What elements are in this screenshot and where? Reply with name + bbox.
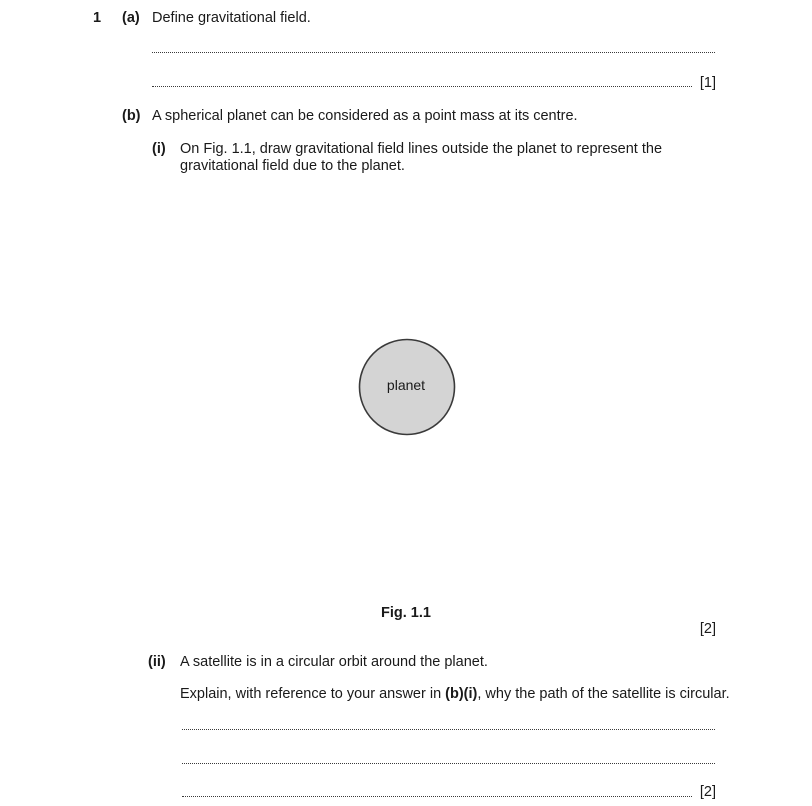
marks-part-b-i: [2] [699, 621, 716, 637]
part-b-i-instruction: On Fig. 1.1, draw gravitational field lines outside the planet to represent the gravitational field due to the planet. [180, 141, 663, 174]
part-b-ii-statement: A satellite is in a circular orbit around the planet. [180, 654, 488, 670]
answer-line-a-2[interactable] [152, 86, 692, 87]
part-a-label: (a) [122, 10, 140, 26]
part-b-i-label: (i) [152, 141, 166, 157]
answer-line-b-ii-2[interactable] [182, 763, 715, 764]
part-b-label: (b) [122, 108, 141, 124]
part-b-ii-explain-prompt [180, 686, 730, 702]
figure-1-1[interactable] [352, 332, 462, 442]
planet-label: planet [386, 377, 426, 393]
answer-line-b-ii-1[interactable] [182, 729, 715, 730]
explain-prefix: Explain, with reference to your answer in [180, 686, 446, 702]
marks-part-b-ii: [2] [699, 784, 716, 800]
part-a-prompt: Define gravitational field. [152, 10, 311, 26]
figure-caption: Fig. 1.1 [381, 605, 431, 621]
marks-part-a: [1] [699, 75, 716, 91]
explain-suffix: , why the path of the satellite is circular. [477, 686, 730, 702]
question-number: 1 [93, 10, 102, 26]
part-b-statement: A spherical planet can be considered as a point mass at its centre. [152, 108, 578, 124]
answer-line-b-ii-3[interactable] [182, 796, 692, 797]
explain-reference: (b)(i) [445, 686, 478, 702]
part-b-ii-label: (ii) [148, 654, 166, 670]
answer-line-a-1[interactable] [152, 52, 715, 53]
